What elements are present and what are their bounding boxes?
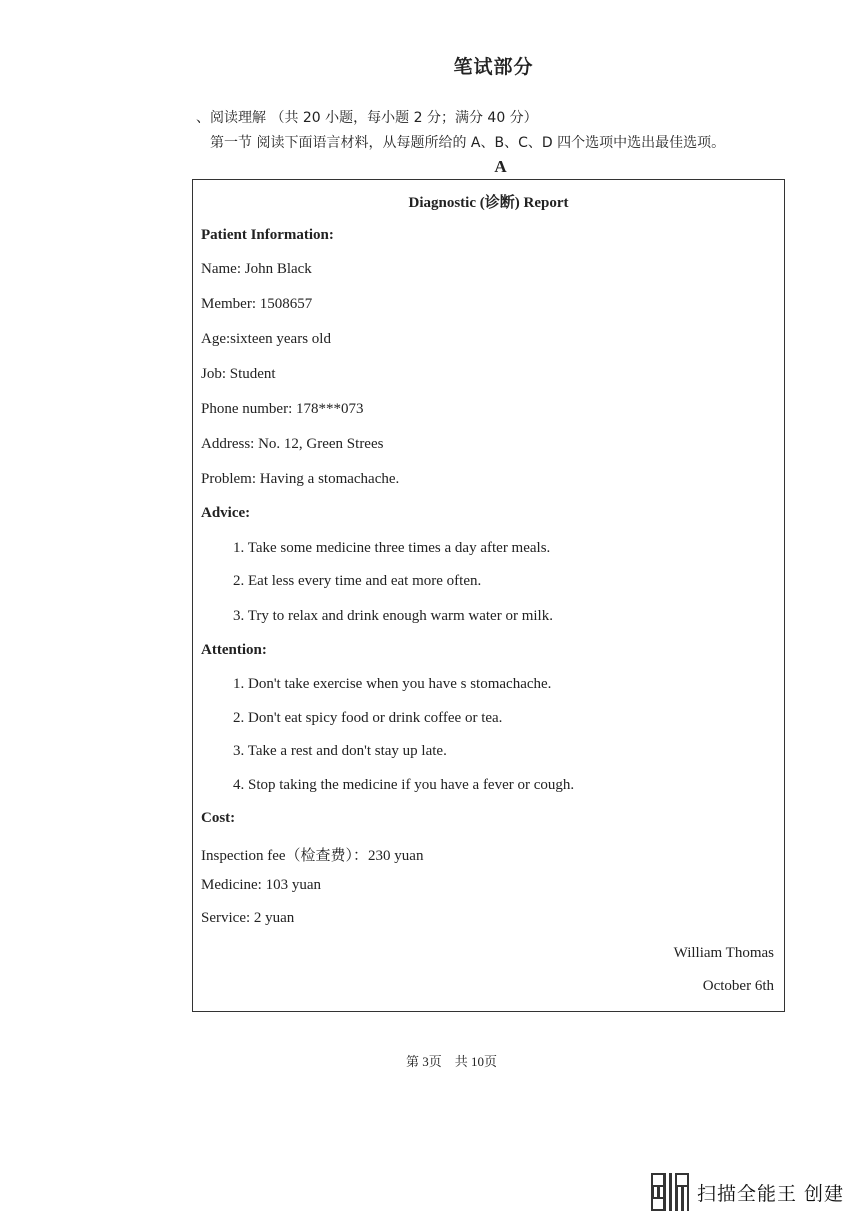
scanner-watermark [651,1173,844,1211]
patient-address: Address: No. 12, Green Strees [201,436,384,452]
attention-heading: Attention: [201,642,267,658]
patient-job: Job: Student [201,366,276,382]
section-title: 笔试部分 [453,56,534,78]
diagnostic-report [192,179,785,1012]
cost-heading: Cost: [201,810,236,826]
attention-item: 1. Don't take exercise when you have s stomachache. [233,676,552,692]
attention-item: 2. Don't eat spicy food or drink coffee or tea. [233,710,503,726]
advice-item: 1. Take some medicine three times a day after meals. [233,540,551,556]
signature-name: William Thomas [673,945,774,961]
attention-item: 4. Stop taking the medicine if you have a fever or cough. [233,777,575,793]
advice-item: 3. Try to relax and drink enough warm water or milk. [233,608,553,624]
passage-letter: A [494,157,507,176]
report-title: Diagnostic (诊断) Report [408,195,569,211]
patient-member: Member: 1508657 [201,296,313,312]
cost-service: Service: 2 yuan [201,910,295,926]
cost-medicine: Medicine: 103 yuan [201,877,321,893]
patient-age: Age:sixteen years old [201,331,331,347]
advice-item: 2. Eat less every time and eat more often. [233,573,482,589]
patient-phone: Phone number: 178***073 [201,401,364,417]
attention-item: 3. Take a rest and don't stay up late. [233,743,447,759]
watermark-text: 扫描全能王 创建 [697,1182,845,1205]
patient-info-heading: Patient Information: [201,227,334,243]
page-number: 第 3页 共 10页 [405,1054,497,1069]
instruction-line-1: 、阅读理解 （共 20 小题，每小题 2 分；满分 40 分） [196,110,538,126]
signature-date: October 6th [702,978,774,994]
instruction-line-2: 第一节 阅读下面语言材料，从每题所给的 A、B、C、D 四个选项中选出最佳选项。 [210,135,726,151]
cost-inspection: Inspection fee（检查费）：230 yuan [201,848,424,864]
patient-problem: Problem: Having a stomachache. [201,471,400,487]
qr-code-icon [651,1173,689,1211]
patient-name: Name: John Black [201,261,312,277]
advice-heading: Advice: [201,505,251,521]
